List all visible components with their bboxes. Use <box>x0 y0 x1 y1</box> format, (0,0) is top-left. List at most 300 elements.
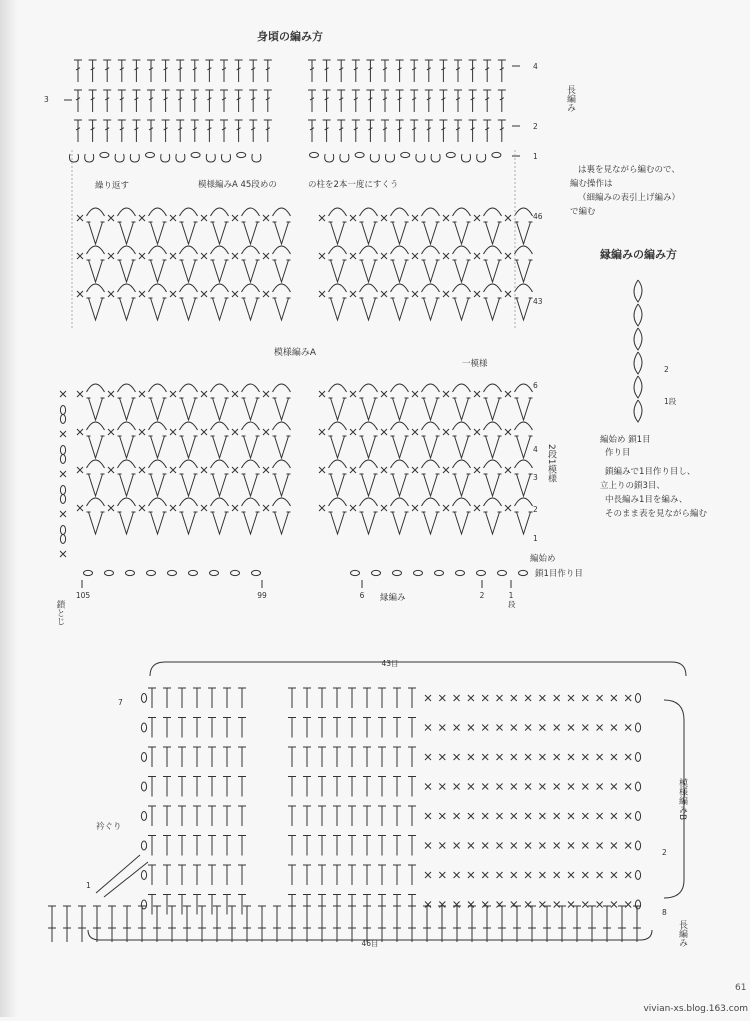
chain-arc-symbol <box>180 498 198 506</box>
collar-label: 衿ぐり <box>96 822 122 832</box>
double-crochet-symbol <box>235 90 243 112</box>
half-double-symbol <box>208 865 216 885</box>
double-crochet-symbol <box>249 60 257 82</box>
chain-symbol <box>100 152 109 157</box>
single-crochet-symbol <box>611 872 617 878</box>
post-stitch-symbol <box>325 154 334 162</box>
single-crochet-symbol <box>443 391 449 397</box>
single-crochet-symbol <box>443 253 449 259</box>
v-stitch-symbol <box>360 512 378 534</box>
single-crochet-symbol <box>525 813 531 819</box>
v-stitch-symbol <box>211 398 229 420</box>
double-crochet-symbol <box>308 120 316 142</box>
single-crochet-symbol <box>597 813 603 819</box>
v-stitch-symbol <box>149 260 167 282</box>
chain-arc-symbol <box>484 422 502 430</box>
half-double-symbol <box>303 806 311 826</box>
chain-symbol <box>351 570 360 575</box>
v-stitch-symbol <box>515 512 533 534</box>
half-double-symbol <box>148 718 156 738</box>
double-crochet-symbol <box>118 120 126 142</box>
single-crochet-symbol <box>425 695 431 701</box>
double-crochet-symbol <box>396 90 404 112</box>
single-crochet-symbol <box>232 253 238 259</box>
half-double-symbol <box>348 836 356 856</box>
edging-start-note-2: 作り目 <box>605 448 631 458</box>
post-stitch-symbol <box>370 154 379 162</box>
half-double-symbol <box>238 865 246 885</box>
single-crochet-symbol <box>568 754 574 760</box>
v-stitch-symbol <box>422 260 440 282</box>
top-count-label: 43目 <box>381 659 399 668</box>
half-double-symbol <box>163 777 171 797</box>
double-crochet-symbol <box>352 90 360 112</box>
half-double-symbol <box>393 806 401 826</box>
double-crochet-symbol <box>118 60 126 82</box>
v-stitch-symbol <box>180 222 198 244</box>
edging-loop <box>634 376 642 398</box>
chain-arc-symbol <box>87 460 105 468</box>
half-double-symbol <box>148 688 156 708</box>
chain-arc-symbol <box>118 284 136 292</box>
single-crochet-symbol <box>425 725 431 731</box>
v-stitch-symbol <box>87 474 105 496</box>
half-double-symbol <box>63 928 71 942</box>
chain-arc-symbol <box>149 284 167 292</box>
single-crochet-symbol <box>170 253 176 259</box>
half-double-symbol <box>408 777 416 797</box>
repeat-label: 繰り返す <box>95 181 130 191</box>
single-crochet-symbol <box>232 391 238 397</box>
single-crochet-symbol <box>60 511 66 517</box>
v-stitch-symbol <box>391 398 409 420</box>
v-stitch-symbol <box>453 298 471 320</box>
half-double-symbol <box>378 806 386 826</box>
half-double-symbol <box>243 906 251 928</box>
v-stitch-symbol <box>118 260 136 282</box>
edging-start-note-1: 編始め 鎖1目 <box>600 435 651 445</box>
half-double-symbol <box>48 928 56 942</box>
single-crochet-symbol <box>381 429 387 435</box>
double-crochet-symbol <box>366 60 374 82</box>
half-double-symbol <box>193 777 201 797</box>
half-double-symbol <box>153 906 161 928</box>
half-double-symbol <box>633 906 641 928</box>
chain-arc-symbol <box>484 208 502 216</box>
single-crochet-symbol <box>539 725 545 731</box>
single-crochet-symbol <box>201 291 207 297</box>
chain-arc-symbol <box>453 246 471 254</box>
double-crochet-symbol <box>103 60 111 82</box>
double-crochet-symbol <box>220 120 228 142</box>
single-crochet-symbol <box>139 467 145 473</box>
half-double-symbol <box>208 718 216 738</box>
edging-method-3: 中長編み1目を編み、 <box>605 495 688 505</box>
chain-symbol <box>519 570 528 575</box>
half-double-symbol <box>228 906 236 928</box>
single-crochet-symbol <box>108 291 114 297</box>
chain-arc-symbol <box>484 498 502 506</box>
single-crochet-symbol <box>611 843 617 849</box>
half-double-symbol <box>303 836 311 856</box>
double-crochet-symbol <box>410 60 418 82</box>
half-double-symbol <box>393 777 401 797</box>
single-crochet-symbol <box>511 902 517 908</box>
double-crochet-symbol <box>425 60 433 82</box>
single-crochet-symbol <box>497 695 503 701</box>
row-arrow <box>512 66 520 156</box>
v-stitch-symbol <box>211 298 229 320</box>
chain-arc-symbol <box>149 498 167 506</box>
row-num-2-top: 2 <box>533 122 538 131</box>
double-crochet-symbol <box>132 60 140 82</box>
half-double-symbol <box>208 806 216 826</box>
single-crochet-symbol <box>625 813 631 819</box>
single-crochet-symbol <box>439 872 445 878</box>
chain-arc-symbol <box>329 246 347 254</box>
single-crochet-symbol <box>625 872 631 878</box>
chain-arc-symbol <box>422 384 440 392</box>
half-double-symbol <box>363 747 371 767</box>
single-crochet-symbol <box>443 467 449 473</box>
single-crochet-symbol <box>539 695 545 701</box>
half-double-symbol <box>408 718 416 738</box>
v-stitch-symbol <box>484 260 502 282</box>
half-double-symbol <box>363 865 371 885</box>
double-crochet-symbol <box>249 120 257 142</box>
chain-arc-symbol <box>211 422 229 430</box>
chain-arc-symbol <box>360 246 378 254</box>
half-double-symbol <box>223 895 231 915</box>
half-double-symbol <box>378 777 386 797</box>
half-double-symbol <box>178 806 186 826</box>
half-double-symbol <box>108 906 116 928</box>
double-crochet-symbol <box>147 60 155 82</box>
single-crochet-symbol <box>60 551 66 557</box>
half-double-symbol <box>178 895 186 915</box>
post-stitch-symbol <box>386 154 395 162</box>
single-crochet-symbol <box>350 215 356 221</box>
half-double-symbol <box>238 895 246 915</box>
post-stitch-symbol <box>252 154 261 162</box>
double-crochet-symbol <box>220 90 228 112</box>
post-stitch-symbol <box>115 154 124 162</box>
half-double-symbol <box>333 836 341 856</box>
v-stitch-symbol <box>242 298 260 320</box>
single-crochet-symbol <box>625 843 631 849</box>
single-crochet-symbol <box>201 391 207 397</box>
chain-arc-symbol <box>273 284 291 292</box>
single-crochet-symbol <box>60 431 66 437</box>
single-crochet-symbol <box>425 754 431 760</box>
edging-row-1: 1段 <box>664 397 677 406</box>
half-double-symbol <box>93 906 101 928</box>
single-crochet-symbol <box>539 902 545 908</box>
half-double-symbol <box>393 747 401 767</box>
stitch-num-1: 1 <box>508 591 514 600</box>
half-double-symbol <box>163 836 171 856</box>
single-crochet-symbol <box>525 695 531 701</box>
double-crochet-symbol <box>483 120 491 142</box>
post-stitch-symbol <box>176 154 185 162</box>
half-double-symbol <box>363 906 371 928</box>
single-crochet-symbol <box>439 843 445 849</box>
chain-arc-symbol <box>391 498 409 506</box>
double-crochet-symbol <box>89 90 97 112</box>
v-stitch-symbol <box>329 474 347 496</box>
v-stitch-symbol <box>273 260 291 282</box>
single-crochet-symbol <box>381 215 387 221</box>
chain-arc-symbol <box>422 246 440 254</box>
single-crochet-symbol <box>263 215 269 221</box>
chain-symbol <box>477 570 486 575</box>
chain-arc-symbol <box>273 384 291 392</box>
single-crochet-symbol <box>582 725 588 731</box>
half-double-symbol <box>163 718 171 738</box>
v-stitch-symbol <box>515 298 533 320</box>
single-crochet-symbol <box>539 843 545 849</box>
chain-arc-symbol <box>273 208 291 216</box>
double-crochet-symbol <box>439 60 447 82</box>
single-crochet-symbol <box>381 391 387 397</box>
single-crochet-symbol <box>597 843 603 849</box>
single-crochet-symbol <box>77 215 83 221</box>
single-crochet-symbol <box>611 725 617 731</box>
half-double-symbol <box>333 747 341 767</box>
single-crochet-symbol <box>232 467 238 473</box>
double-crochet-symbol <box>410 90 418 112</box>
chain-arc-symbol <box>242 284 260 292</box>
chain-arc-symbol <box>180 208 198 216</box>
single-crochet-symbol <box>568 902 574 908</box>
edging-label: 縁編み <box>380 593 406 603</box>
single-crochet-symbol <box>597 725 603 731</box>
single-crochet-symbol <box>108 467 114 473</box>
double-crochet-symbol <box>381 60 389 82</box>
v-stitch-symbol <box>391 222 409 244</box>
double-crochet-symbol <box>205 120 213 142</box>
half-double-symbol <box>148 806 156 826</box>
half-double-symbol <box>163 806 171 826</box>
half-double-symbol <box>148 865 156 885</box>
single-crochet-symbol <box>482 695 488 701</box>
double-crochet-symbol <box>439 90 447 112</box>
single-crochet-symbol <box>597 872 603 878</box>
v-stitch-symbol <box>360 398 378 420</box>
single-crochet-symbol <box>611 754 617 760</box>
half-double-symbol <box>333 806 341 826</box>
half-double-symbol <box>393 688 401 708</box>
single-crochet-symbol <box>412 291 418 297</box>
chain-arc-symbol <box>360 498 378 506</box>
chain-arc-symbol <box>87 498 105 506</box>
v-stitch-symbol <box>484 436 502 458</box>
single-crochet-symbol <box>412 505 418 511</box>
chain-symbol <box>252 570 261 575</box>
half-double-symbol <box>288 906 296 928</box>
chain-arc-symbol <box>360 460 378 468</box>
single-crochet-symbol <box>201 467 207 473</box>
row-num-43: 43 <box>533 297 543 306</box>
double-crochet-symbol <box>205 90 213 112</box>
half-double-symbol <box>303 718 311 738</box>
half-double-symbol <box>408 806 416 826</box>
v-stitch-symbol <box>391 474 409 496</box>
half-double-symbol <box>363 836 371 856</box>
single-crochet-symbol <box>525 725 531 731</box>
chain-symbol <box>231 570 240 575</box>
v-stitch-symbol <box>149 512 167 534</box>
half-double-symbol <box>148 895 156 915</box>
half-double-symbol <box>303 688 311 708</box>
body-note: 模様編みA 45段めの <box>198 180 277 190</box>
double-crochet-symbol <box>483 60 491 82</box>
v-stitch-symbol <box>422 398 440 420</box>
chain-arc-symbol <box>149 460 167 468</box>
post-stitch-symbol <box>416 154 425 162</box>
single-crochet-symbol <box>554 695 560 701</box>
chain-arc-symbol <box>515 208 533 216</box>
single-crochet-symbol <box>232 505 238 511</box>
single-crochet-symbol <box>232 215 238 221</box>
single-crochet-symbol <box>425 872 431 878</box>
single-crochet-symbol <box>554 754 560 760</box>
chain-arc-symbol <box>391 246 409 254</box>
chain-arc-symbol <box>391 208 409 216</box>
half-double-symbol <box>193 806 201 826</box>
single-crochet-symbol <box>625 902 631 908</box>
chain-arc-symbol <box>87 284 105 292</box>
v-stitch-symbol <box>453 436 471 458</box>
single-crochet-symbol <box>350 253 356 259</box>
half-double-symbol <box>193 747 201 767</box>
half-double-symbol <box>318 806 326 826</box>
double-crochet-symbol <box>89 60 97 82</box>
half-double-symbol <box>318 777 326 797</box>
single-crochet-symbol <box>582 695 588 701</box>
single-crochet-symbol <box>505 291 511 297</box>
single-crochet-symbol <box>482 872 488 878</box>
half-double-symbol <box>303 865 311 885</box>
single-crochet-symbol <box>474 429 480 435</box>
half-double-symbol <box>408 865 416 885</box>
chain-arc-symbol <box>391 460 409 468</box>
half-double-symbol <box>603 906 611 928</box>
v-stitch-symbol <box>211 436 229 458</box>
half-double-symbol <box>163 688 171 708</box>
double-crochet-symbol <box>337 60 345 82</box>
chain-symbol <box>189 570 198 575</box>
single-crochet-symbol <box>381 467 387 473</box>
half-double-symbol <box>618 906 626 928</box>
chain-arc-symbol <box>149 208 167 216</box>
single-crochet-symbol <box>108 429 114 435</box>
row-num-1: 1 <box>533 534 538 543</box>
left-row-number: 3 <box>44 95 49 104</box>
single-crochet-symbol <box>568 725 574 731</box>
half-double-symbol <box>288 747 296 767</box>
chain-arc-symbol <box>87 246 105 254</box>
chain-arc-symbol <box>329 384 347 392</box>
single-crochet-symbol <box>454 813 460 819</box>
single-crochet-symbol <box>539 754 545 760</box>
chain-arc-symbol <box>329 284 347 292</box>
v-stitch-symbol <box>329 298 347 320</box>
half-double-symbol <box>223 718 231 738</box>
half-double-symbol <box>223 806 231 826</box>
edge-chain-label: 鎖1目作り目 <box>535 569 583 579</box>
single-crochet-symbol <box>468 754 474 760</box>
single-crochet-symbol <box>474 467 480 473</box>
sleeve-row-2: 2 <box>662 848 667 857</box>
double-crochet-symbol <box>264 90 272 112</box>
v-stitch-symbol <box>422 436 440 458</box>
half-double-symbol <box>208 836 216 856</box>
single-crochet-symbol <box>139 291 145 297</box>
double-crochet-symbol <box>220 60 228 82</box>
single-crochet-symbol <box>482 784 488 790</box>
double-crochet-symbol <box>469 120 477 142</box>
single-crochet-symbol <box>77 253 83 259</box>
half-double-symbol <box>408 836 416 856</box>
chain-symbol <box>141 782 146 791</box>
double-crochet-symbol <box>381 120 389 142</box>
chain-arc-symbol <box>211 284 229 292</box>
edging-loop <box>634 328 642 350</box>
bottom-count-label: 46目 <box>361 939 379 948</box>
single-crochet-symbol <box>497 784 503 790</box>
single-crochet-symbol <box>468 725 474 731</box>
v-stitch-symbol <box>180 298 198 320</box>
chain-symbol <box>60 455 65 464</box>
single-crochet-symbol <box>439 725 445 731</box>
double-crochet-symbol <box>191 120 199 142</box>
single-crochet-symbol <box>350 467 356 473</box>
single-crochet-symbol <box>201 505 207 511</box>
chain-arc-symbol <box>453 498 471 506</box>
single-crochet-symbol <box>139 253 145 259</box>
half-double-symbol <box>238 806 246 826</box>
double-crochet-symbol <box>162 120 170 142</box>
single-crochet-symbol <box>319 215 325 221</box>
half-double-symbol <box>48 906 56 928</box>
v-stitch-symbol <box>360 436 378 458</box>
double-crochet-symbol <box>118 90 126 112</box>
single-crochet-symbol <box>443 215 449 221</box>
half-double-symbol <box>183 906 191 928</box>
v-stitch-symbol <box>391 436 409 458</box>
chain-symbol <box>237 152 246 157</box>
v-stitch-symbol <box>515 398 533 420</box>
v-stitch-symbol <box>180 512 198 534</box>
double-crochet-symbol <box>483 90 491 112</box>
chain-symbol <box>168 570 177 575</box>
double-crochet-symbol <box>352 120 360 142</box>
single-crochet-symbol <box>454 843 460 849</box>
half-double-symbol <box>168 906 176 928</box>
single-crochet-symbol <box>511 784 517 790</box>
double-crochet-symbol <box>176 120 184 142</box>
chain-symbol <box>141 753 146 762</box>
chain-symbol <box>60 495 65 504</box>
half-double-symbol <box>193 688 201 708</box>
chain-symbol <box>393 570 402 575</box>
edging-row-2: 2 <box>664 365 669 374</box>
chain-symbol <box>105 570 114 575</box>
single-crochet-symbol <box>319 391 325 397</box>
chain-arc-symbol <box>391 384 409 392</box>
half-double-symbol <box>178 718 186 738</box>
